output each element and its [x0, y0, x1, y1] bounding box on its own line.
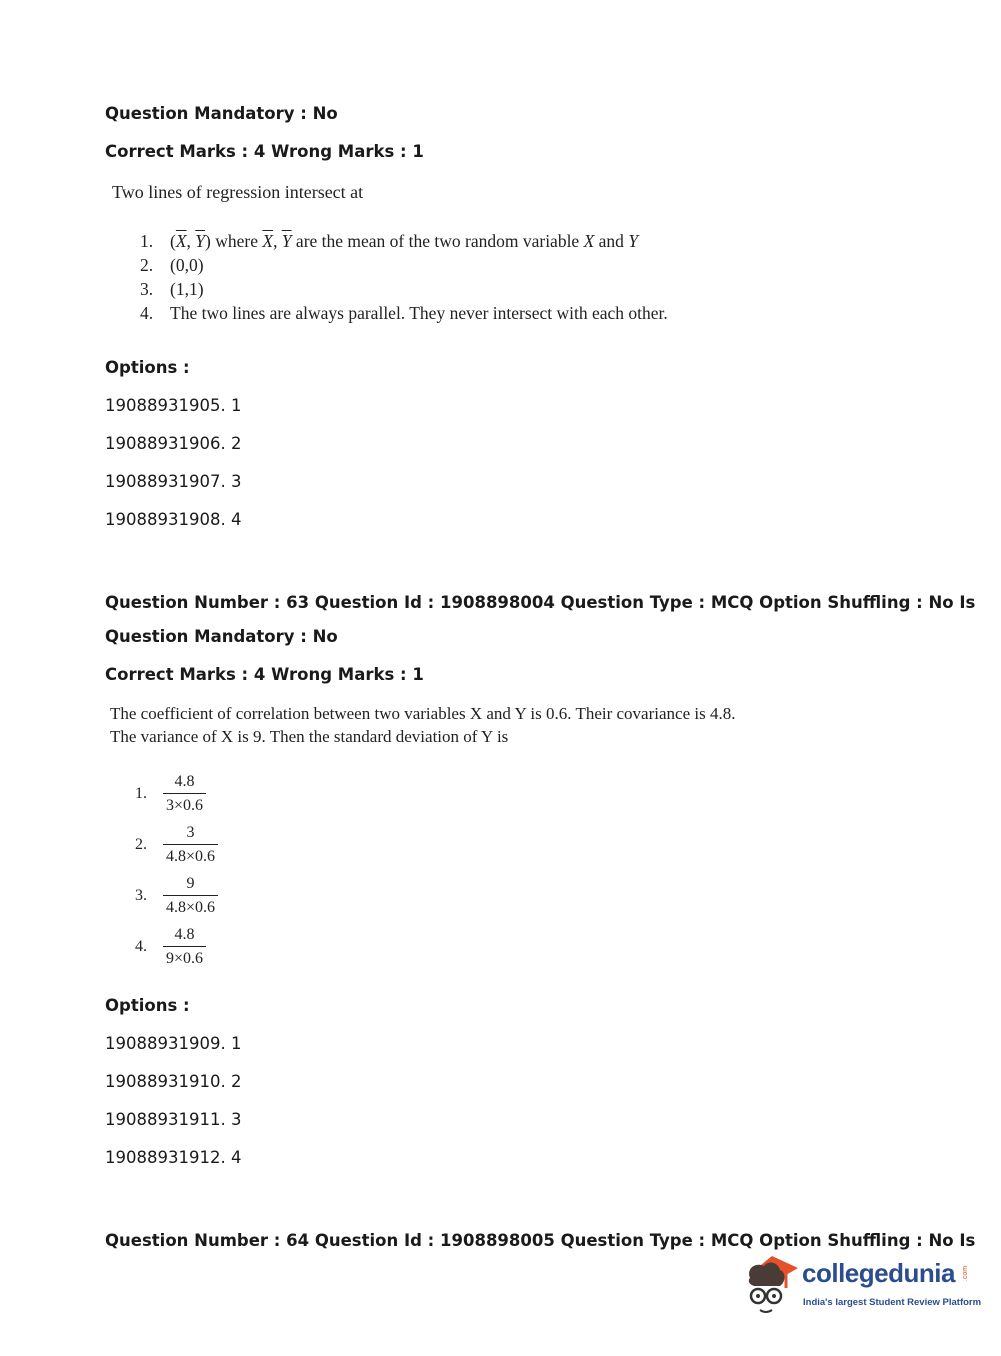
fraction: $\frac{4.8}{3\times 0.6}$: [163, 773, 206, 815]
q63-question-text: The coefficient of correlation between two variables X and Y is 0.6. Their covariance is 4.8. The variance of X is 9. Then the standard deviation of Y is: [110, 704, 736, 746]
fraction: $\frac{4.8}{9\times 0.6}$: [163, 926, 206, 968]
xy-bar-pair: ($\overline{X}$, $\overline{Y}$): [170, 231, 211, 251]
q63-choice-3: 3. $\frac{9}{4.8\times 0.6}$: [135, 875, 218, 917]
q63-choice-2: 2. $\frac{3}{4.8\times 0.6}$: [135, 824, 218, 866]
logo-com: .com: [962, 1265, 970, 1282]
q62-choice-4: 4. The two lines are always parallel. They never intersect with each other.: [140, 303, 668, 323]
q62-choice-3: 3. (1,1): [140, 279, 204, 299]
logo-tagline: India's largest Student Review Platform: [803, 1297, 982, 1308]
logo-wordmark: collegedunia: [802, 1258, 955, 1288]
q63-header: Question Number : 63 Question Id : 1908898004 Question Type : MCQ Option Shuffling : No Is: [105, 593, 976, 612]
q64-header: Question Number : 64 Question Id : 1908898005 Question Type : MCQ Option Shuffling : No Is: [105, 1231, 976, 1250]
q63-mandatory: Question Mandatory : No: [105, 627, 338, 646]
xy-bar-list: $\overline{X}$, $\overline{Y}$: [262, 231, 292, 251]
q63-options-label: Options :: [105, 996, 190, 1015]
collegedunia-logo: [742, 1252, 982, 1322]
q62-options-label: Options :: [105, 358, 190, 377]
q62-marks: Correct Marks : 4 Wrong Marks : 1: [105, 142, 424, 161]
q63-choice-4: 4. $\frac{4.8}{9\times 0.6}$: [135, 926, 206, 968]
q62-choice-list: [140, 229, 668, 325]
mascot-icon: [742, 1252, 800, 1316]
q63-choice-1: 1. $\frac{4.8}{3\times 0.6}$: [135, 773, 206, 815]
q63-option-2: 19088931910. 2: [105, 1072, 242, 1091]
q63-option-1: 19088931909. 1: [105, 1034, 242, 1053]
q62-option-1: 19088931905. 1: [105, 396, 242, 415]
q62-mandatory: Question Mandatory : No: [105, 104, 338, 123]
q63-marks: Correct Marks : 4 Wrong Marks : 1: [105, 665, 424, 684]
q63-option-4: 19088931912. 4: [105, 1148, 242, 1167]
q62-question-text: Two lines of regression intersect at: [112, 182, 364, 202]
fraction: $\frac{9}{4.8\times 0.6}$: [163, 875, 218, 917]
q62-option-2: 19088931906. 2: [105, 434, 242, 453]
q63-option-3: 19088931911. 3: [105, 1110, 242, 1129]
q62-option-3: 19088931907. 3: [105, 472, 242, 491]
q62-choice-1: 1. ($\overline{X}$, $\overline{Y}$) where $\overline{X}$, $\overline{Y}$ are the mean of the two random variable X and Y: [140, 231, 639, 251]
q62-choice-2: 2. (0,0): [140, 255, 204, 275]
q62-option-4: 19088931908. 4: [105, 510, 242, 529]
fraction: $\frac{3}{4.8\times 0.6}$: [163, 824, 218, 866]
